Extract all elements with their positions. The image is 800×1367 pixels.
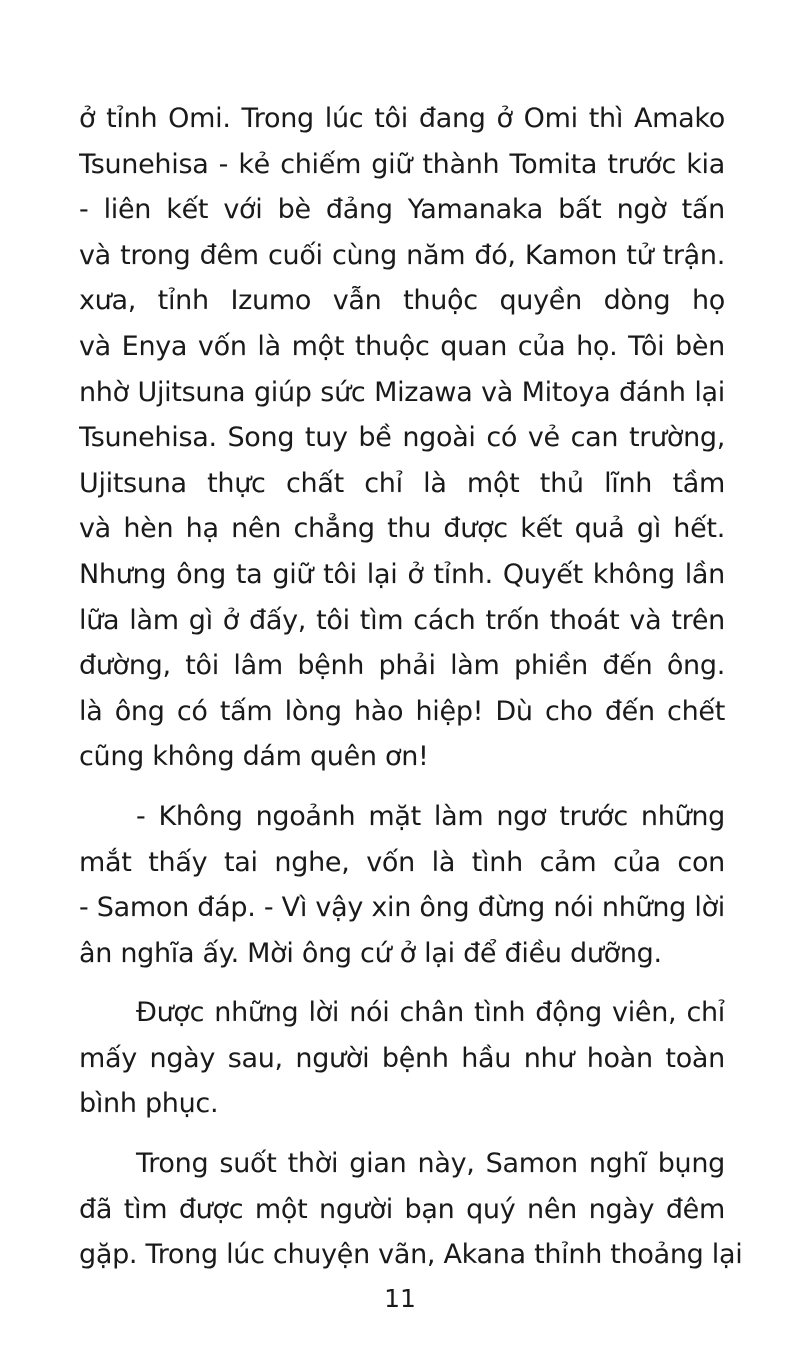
text-line: Trong suốt thời gian này, Samon nghĩ bụng (136, 1148, 725, 1180)
paragraph (79, 1141, 743, 1278)
text-line: đã tìm được một người bạn quý nên ngày đêm (79, 1193, 725, 1225)
text-line: mắt thấy tai nghe, vốn là tình cảm của con (79, 846, 725, 878)
text-line: - liên kết với bè đảng Yamanaka bất ngờ tấn (79, 194, 725, 226)
text-line: là ông có tấm lòng hào hiệp! Dù cho đến chết (79, 695, 725, 727)
text-line: nhờ Ujitsuna giúp sức Mizawa và Mitoya đánh lại (79, 376, 725, 408)
text-line: Tsunehisa. Song tuy bề ngoài có vẻ can trường, (79, 422, 725, 454)
text-line: Tsunehisa - kẻ chiếm giữ thành Tomita trước kia (79, 148, 725, 180)
text-line: ân nghĩa ấy. Mời ông cứ ở lại để điều dưỡng. (79, 937, 662, 969)
text-line: Ujitsuna thực chất chỉ là một thủ lĩnh tầm (79, 467, 725, 499)
text-line: lữa làm gì ở đấy, tôi tìm cách trốn thoát và trên (79, 604, 725, 636)
text-line: gặp. Trong lúc chuyện vãn, Akana thỉnh thoảng lại (79, 1239, 743, 1271)
paragraph (79, 96, 725, 780)
text-line: và trong đêm cuối cùng năm đó, Kamon tử trận. (79, 239, 725, 271)
paragraph (79, 990, 725, 1127)
page-number: 11 (384, 1284, 416, 1313)
text-line: và hèn hạ nên chẳng thu được kết quả gì hết. (79, 513, 725, 545)
text-line: bình phục. (79, 1088, 219, 1120)
text-line: Nhưng ông ta giữ tôi lại ở tỉnh. Quyết không lần (79, 558, 725, 590)
text-line: và Enya vốn là một thuộc quan của họ. Tôi bèn (79, 330, 725, 362)
body-text (79, 96, 743, 1278)
text-line: xưa, tỉnh Izumo vẫn thuộc quyền dòng họ (79, 285, 725, 317)
text-line: cũng không dám quên ơn! (79, 741, 429, 773)
text-line: mấy ngày sau, người bệnh hầu như hoàn toàn (79, 1042, 725, 1074)
text-line: - Samon đáp. - Vì vậy xin ông đừng nói những lời (79, 892, 725, 924)
text-line: Được những lời nói chân tình động viên, chỉ (136, 997, 725, 1029)
text-line: - Không ngoảnh mặt làm ngơ trước những (136, 800, 725, 832)
paragraph (79, 794, 725, 976)
text-line: đường, tôi lâm bệnh phải làm phiền đến ông. (79, 650, 725, 682)
text-line: ở tỉnh Omi. Trong lúc tôi đang ở Omi thì Amako (79, 103, 725, 134)
